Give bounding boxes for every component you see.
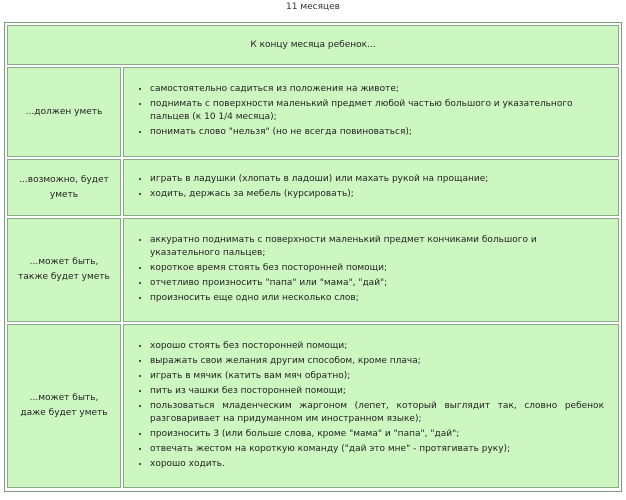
- list-item: • хорошо ходить.: [150, 458, 604, 471]
- row-content: [123, 159, 619, 216]
- list-item: • пользоваться младенческим жаргоном (лепет, который выглядит так, словно ребенок разговаривает на придуманном им иностранном языке);: [150, 400, 604, 426]
- skill-list: [124, 83, 618, 141]
- milestones-table: [4, 22, 622, 492]
- list-item: • произносить еще одно или несколько слов;: [150, 292, 604, 305]
- row-label: ...возможно, будет уметь: [7, 159, 121, 216]
- list-item: • выражать свои желания другим способом, кроме плача;: [150, 355, 604, 368]
- list-item: • произносить 3 (или больше слова, кроме "мама" и "папа", "дай";: [150, 428, 604, 441]
- list-item: • аккуратно поднимать с поверхности маленький предмет кончиками большого и указательного пальцев;: [150, 234, 604, 260]
- skill-list: [124, 340, 618, 473]
- skill-list: [124, 234, 618, 307]
- row-label: ...должен уметь: [7, 67, 121, 157]
- row-label: ...может быть, также будет уметь: [7, 218, 121, 322]
- row-label: ...может быть, даже будет уметь: [7, 324, 121, 488]
- list-item: • самостоятельно садиться из положения на животе;: [150, 83, 604, 96]
- row-content: [123, 67, 619, 157]
- list-item: • пить из чашки без посторонней помощи;: [150, 385, 604, 398]
- list-item: • отчетливо произносить "папа" или "мама", "дай";: [150, 277, 604, 290]
- list-item: • играть в ладушки (хлопать в ладоши) или махать рукой на прощание;: [150, 173, 488, 186]
- table-header: [7, 25, 619, 65]
- list-item: • хорошо стоять без посторонней помощи;: [150, 340, 604, 353]
- row-content: [123, 324, 619, 488]
- list-item: • отвечать жестом на короткую команду ("дай это мне" - протягивать руку);: [150, 443, 604, 456]
- list-item: • ходить, держась за мебель (курсировать);: [150, 188, 488, 201]
- row-content: [123, 218, 619, 322]
- list-item: • играть в мячик (катить вам мяч обратно);: [150, 370, 604, 383]
- skill-list: [124, 173, 502, 203]
- table-header-text: К концу месяца ребенок...: [250, 40, 376, 50]
- list-item: • короткое время стоять без посторонней помощи;: [150, 262, 604, 275]
- list-item: • понимать слово "нельзя" (но не всегда повиноваться);: [150, 126, 604, 139]
- page-caption: 11 месяцев: [286, 2, 340, 12]
- list-item: • поднимать с поверхности маленький предмет любой частью большого и указательного пальцев (к 10 1/4 месяца);: [150, 98, 604, 124]
